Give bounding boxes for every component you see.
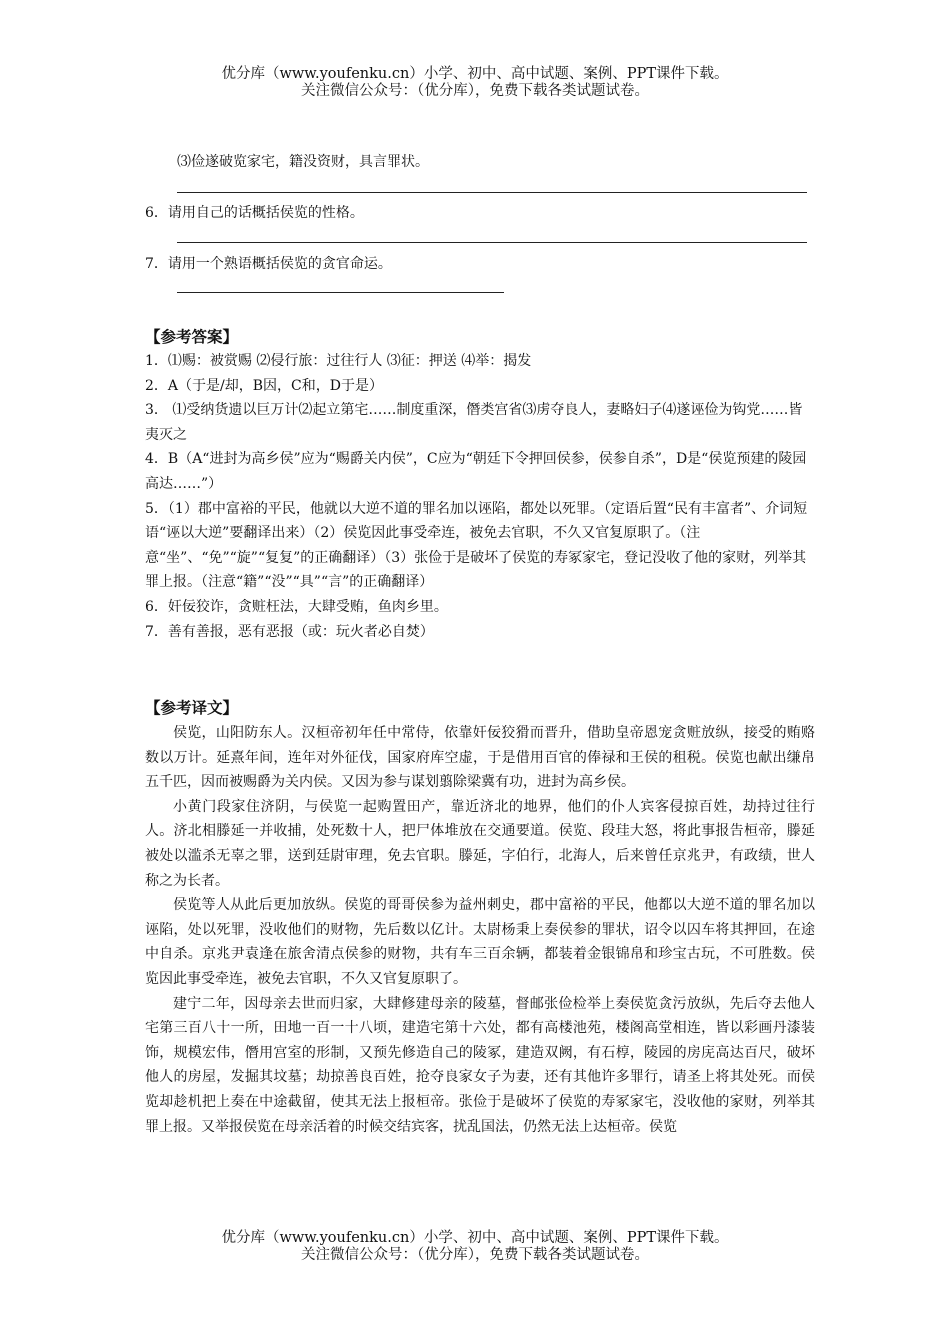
answer-line-6[interactable] bbox=[177, 242, 807, 243]
translation-paragraph: 建宁二年，因母亲去世而归家，大肆修建母亲的陵墓，督邮张俭检举上奏侯览贪污放纵，先后夺去他人宅第三百八十一所，田地一百一十八顷，建造宅第十六处，都有高楼池苑，楼阁高堂相连，皆以彩画丹漆装饰，规模宏伟，僭用宫室的形制，又预先修造自己的陵冢，建造双阙，有石椁，陵园的房庑高达百尺，破坏他人的房屋，发掘其坟墓；劫掠善良百姓，抢夺良家女子为妻，还有其他许多罪行，请圣上将其处死。而侯览却趁机把上奏在中途截留，使其无法上报桓帝。张俭于是破坏了侯览的寿冢家宅，没收他的家财，列举其罪上报。又举报侯览在母亲活着的时候交结宾客，扰乱国法，仍然无法上达桓帝。侯览 bbox=[145, 995, 815, 1135]
page-footer bbox=[0, 1230, 950, 1264]
translation-paragraph: 小黄门段家住济阴，与侯览一起购置田产，靠近济北的地界，他们的仆人宾客侵掠百姓，劫持过往行人。济北相滕延一并收捕，处死数十人，把尸体堆放在交通要道。侯览、段珪大怒，将此事报告桓帝，滕延被处以滥杀无辜之罪，送到廷尉审理，免去官职。滕延，字伯行，北海人，后来曾任京兆尹，有政绩，世人称之为长者。 bbox=[145, 798, 815, 889]
answer-line-7[interactable] bbox=[177, 292, 504, 293]
answer-item: 7．善有善报，恶有恶报（或：玩火者必自焚） bbox=[145, 623, 434, 640]
question-7: 7．请用一个熟语概括侯览的贪官命运。 bbox=[145, 256, 392, 272]
answer-item: 2．A（于是/却，B因，C和，D于是） bbox=[145, 377, 383, 394]
answer-item: 3． ⑴受纳货遗以巨万计⑵起立第宅……制度重深，僭类宫省⑶虏夺良人，妻略妇子⑷遂诬俭为钩党……皆夷灭之 bbox=[145, 402, 803, 443]
translation-heading: 【参考译文】 bbox=[145, 699, 239, 717]
header-line-1: 优分库（www.youfenku.cn）小学、初中、高中试题、案例、PPT课件下载。 bbox=[221, 66, 729, 82]
answers-heading: 【参考答案】 bbox=[145, 328, 239, 346]
answer-item: 6．奸佞狡诈，贪赃枉法，大肆受贿，鱼肉乡里。 bbox=[145, 598, 448, 615]
header-line-2: 关注微信公众号：（优分库），免费下载各类试题试卷。 bbox=[301, 83, 649, 99]
footer-line-1: 优分库（www.youfenku.cn）小学、初中、高中试题、案例、PPT课件下载。 bbox=[221, 1230, 729, 1246]
answer-item: 4．B（A“进封为高乡侯”应为“赐爵关内侯”，C应为“朝廷下令押回侯参，侯参自杀”，D是“侯览预建的陵园高达……”） bbox=[145, 451, 807, 492]
answers-list bbox=[145, 349, 815, 644]
footer-line-2: 关注微信公众号：（优分库），免费下载各类试题试卷。 bbox=[301, 1247, 649, 1263]
translation-paragraph: 侯览等人从此后更加放纵。侯览的哥哥侯参为益州刺史，郡中富裕的平民，他都以大逆不道的罪名加以诬陷，处以死罪，没收他们的财物，先后数以亿计。太尉杨秉上奏侯参的罪状，诏令以囚车将其押回，在途中自杀。京兆尹袁逢在旅舍清点侯参的财物，共有车三百余辆，都装着金银锦帛和珍宝古玩，不可胜数。侯览因此事受牵连，被免去官职，不久又官复原职了。 bbox=[145, 897, 815, 987]
answer-item: 5．（1）郡中富裕的平民，他就以大逆不道的罪名加以诬陷，都处以死罪。（定语后置“民有丰富者”、介词短语“诬以大逆”要翻译出来）（2）侯览因此事受牵连，被免去官职，不久又官复原职了。（注意“坐”、“免”“旋”“复复”的正确翻译）（3）张俭于是破坏了侯览的寿冢家宅，登记没收了他的家财，列举其罪上报。（注意“籍”“没”“具”“言”的正确翻译） bbox=[145, 500, 808, 591]
page-header bbox=[0, 66, 950, 100]
translation-paragraph: 侯览，山阳防东人。汉桓帝初年任中常侍，依靠奸佞狡猾而晋升，借助皇帝恩宠贪赃放纵，接受的贿赂数以万计。延熹年间，连年对外征伐，国家府库空虚，于是借用百官的俸禄和王侯的租税。侯览也献出缣帛五千匹，因而被赐爵为关内侯。又因为参与谋划翦除梁冀有功，进封为高乡侯。 bbox=[145, 725, 815, 791]
question-5-3: ⑶俭遂破览家宅，籍没资财，具言罪状。 bbox=[177, 154, 429, 170]
answer-line-5-3[interactable] bbox=[177, 192, 807, 193]
answer-item: 1．⑴赐：被赏赐 ⑵侵行旅：过往行人 ⑶征：押送 ⑷举：揭发 bbox=[145, 353, 532, 369]
translation-body bbox=[145, 721, 815, 1139]
question-6: 6．请用自己的话概括侯览的性格。 bbox=[145, 205, 364, 221]
